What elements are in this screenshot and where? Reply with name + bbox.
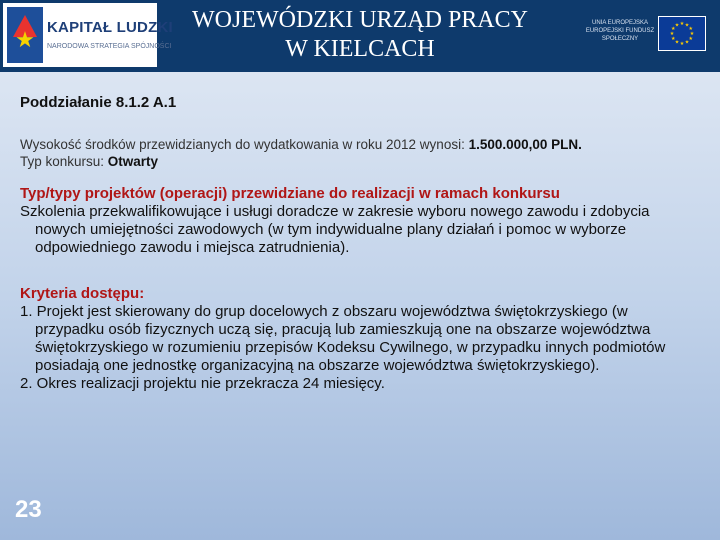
svg-text:★: ★: [679, 21, 685, 27]
svg-text:★: ★: [671, 36, 676, 42]
kapital-ludzki-logo: [3, 3, 173, 67]
svg-text:★: ★: [669, 31, 675, 37]
contest-label: Typ konkursu:: [20, 154, 108, 169]
projects-section: [20, 185, 700, 257]
funding-amount: 1.500.000,00 PLN.: [468, 137, 582, 152]
svg-text:★: ★: [671, 25, 676, 32]
svg-text:★: ★: [688, 36, 693, 42]
svg-text:★: ★: [688, 25, 693, 32]
eu-flag-icon: [658, 16, 706, 51]
page-number: 23: [15, 496, 42, 523]
svg-text:★: ★: [679, 41, 685, 47]
title-line-1: WOJEWÓDZKI URZĄD PRACY: [192, 7, 528, 33]
contest-type: Otwarty: [107, 154, 159, 169]
svg-text:★: ★: [674, 22, 680, 29]
header-bar: [0, 0, 720, 72]
kapital-ludzki-emblem-icon: ★: [7, 7, 43, 63]
projects-heading: Typ/typy projektów (operacji) przewidziane do realizacji w ramach konkursu: [20, 185, 560, 202]
slide-subtitle: Poddziałanie 8.1.2 A.1: [20, 94, 177, 111]
title-line-2: W KIELCACH: [285, 36, 435, 62]
logo-subtitle: NARODOWA STRATEGIA SPÓJNOŚCI: [47, 43, 172, 50]
logo-title: KAPITAŁ LUDZKI: [47, 19, 173, 36]
svg-text:★: ★: [674, 39, 680, 46]
projects-text: Szkolenia przekwalifikowujące i usługi doradcze w zakresie wyboru nowego zawodu i zdobycia nowych umiejętności zawodowych (w tym indywidualne plany działań i pomoc w wyborze odpowiedniego zawodu i miejsca zatrudnienia).: [20, 203, 650, 256]
svg-text:★: ★: [689, 31, 695, 37]
funding-text: Wysokość środków przewidzianych do wydatkowania w roku 2012 wynosi:: [20, 137, 469, 152]
criteria-item: 1. Projekt jest skierowany do grup docelowych z obszaru województwa świętokrzyskiego (w przypadku osób fizycznych uczą się, pracują lub zamieszkują one na obszarze województwa świętokrzyskiego w rozumieniu przepisów Kodeksu Cywilnego, w przypadku innych podmiotów posiadają one jednostkę organizacyjną na obszarze województwa świętokrzyskiego).: [20, 303, 666, 374]
criteria-heading: Kryteria dostępu:: [20, 285, 145, 302]
criteria-item: 2. Okres realizacji projektu nie przekracza 24 miesięcy.: [20, 375, 385, 392]
slide-content: [20, 94, 700, 393]
funding-info: [20, 136, 700, 170]
criteria-section: [20, 285, 700, 393]
svg-text:★: ★: [684, 22, 690, 29]
svg-text:★: ★: [684, 39, 690, 46]
page-title: [160, 6, 560, 64]
eu-caption: UNIA EUROPEJSKA EUROPEJSKI FUNDUSZ SPOŁECZNY: [585, 20, 655, 42]
